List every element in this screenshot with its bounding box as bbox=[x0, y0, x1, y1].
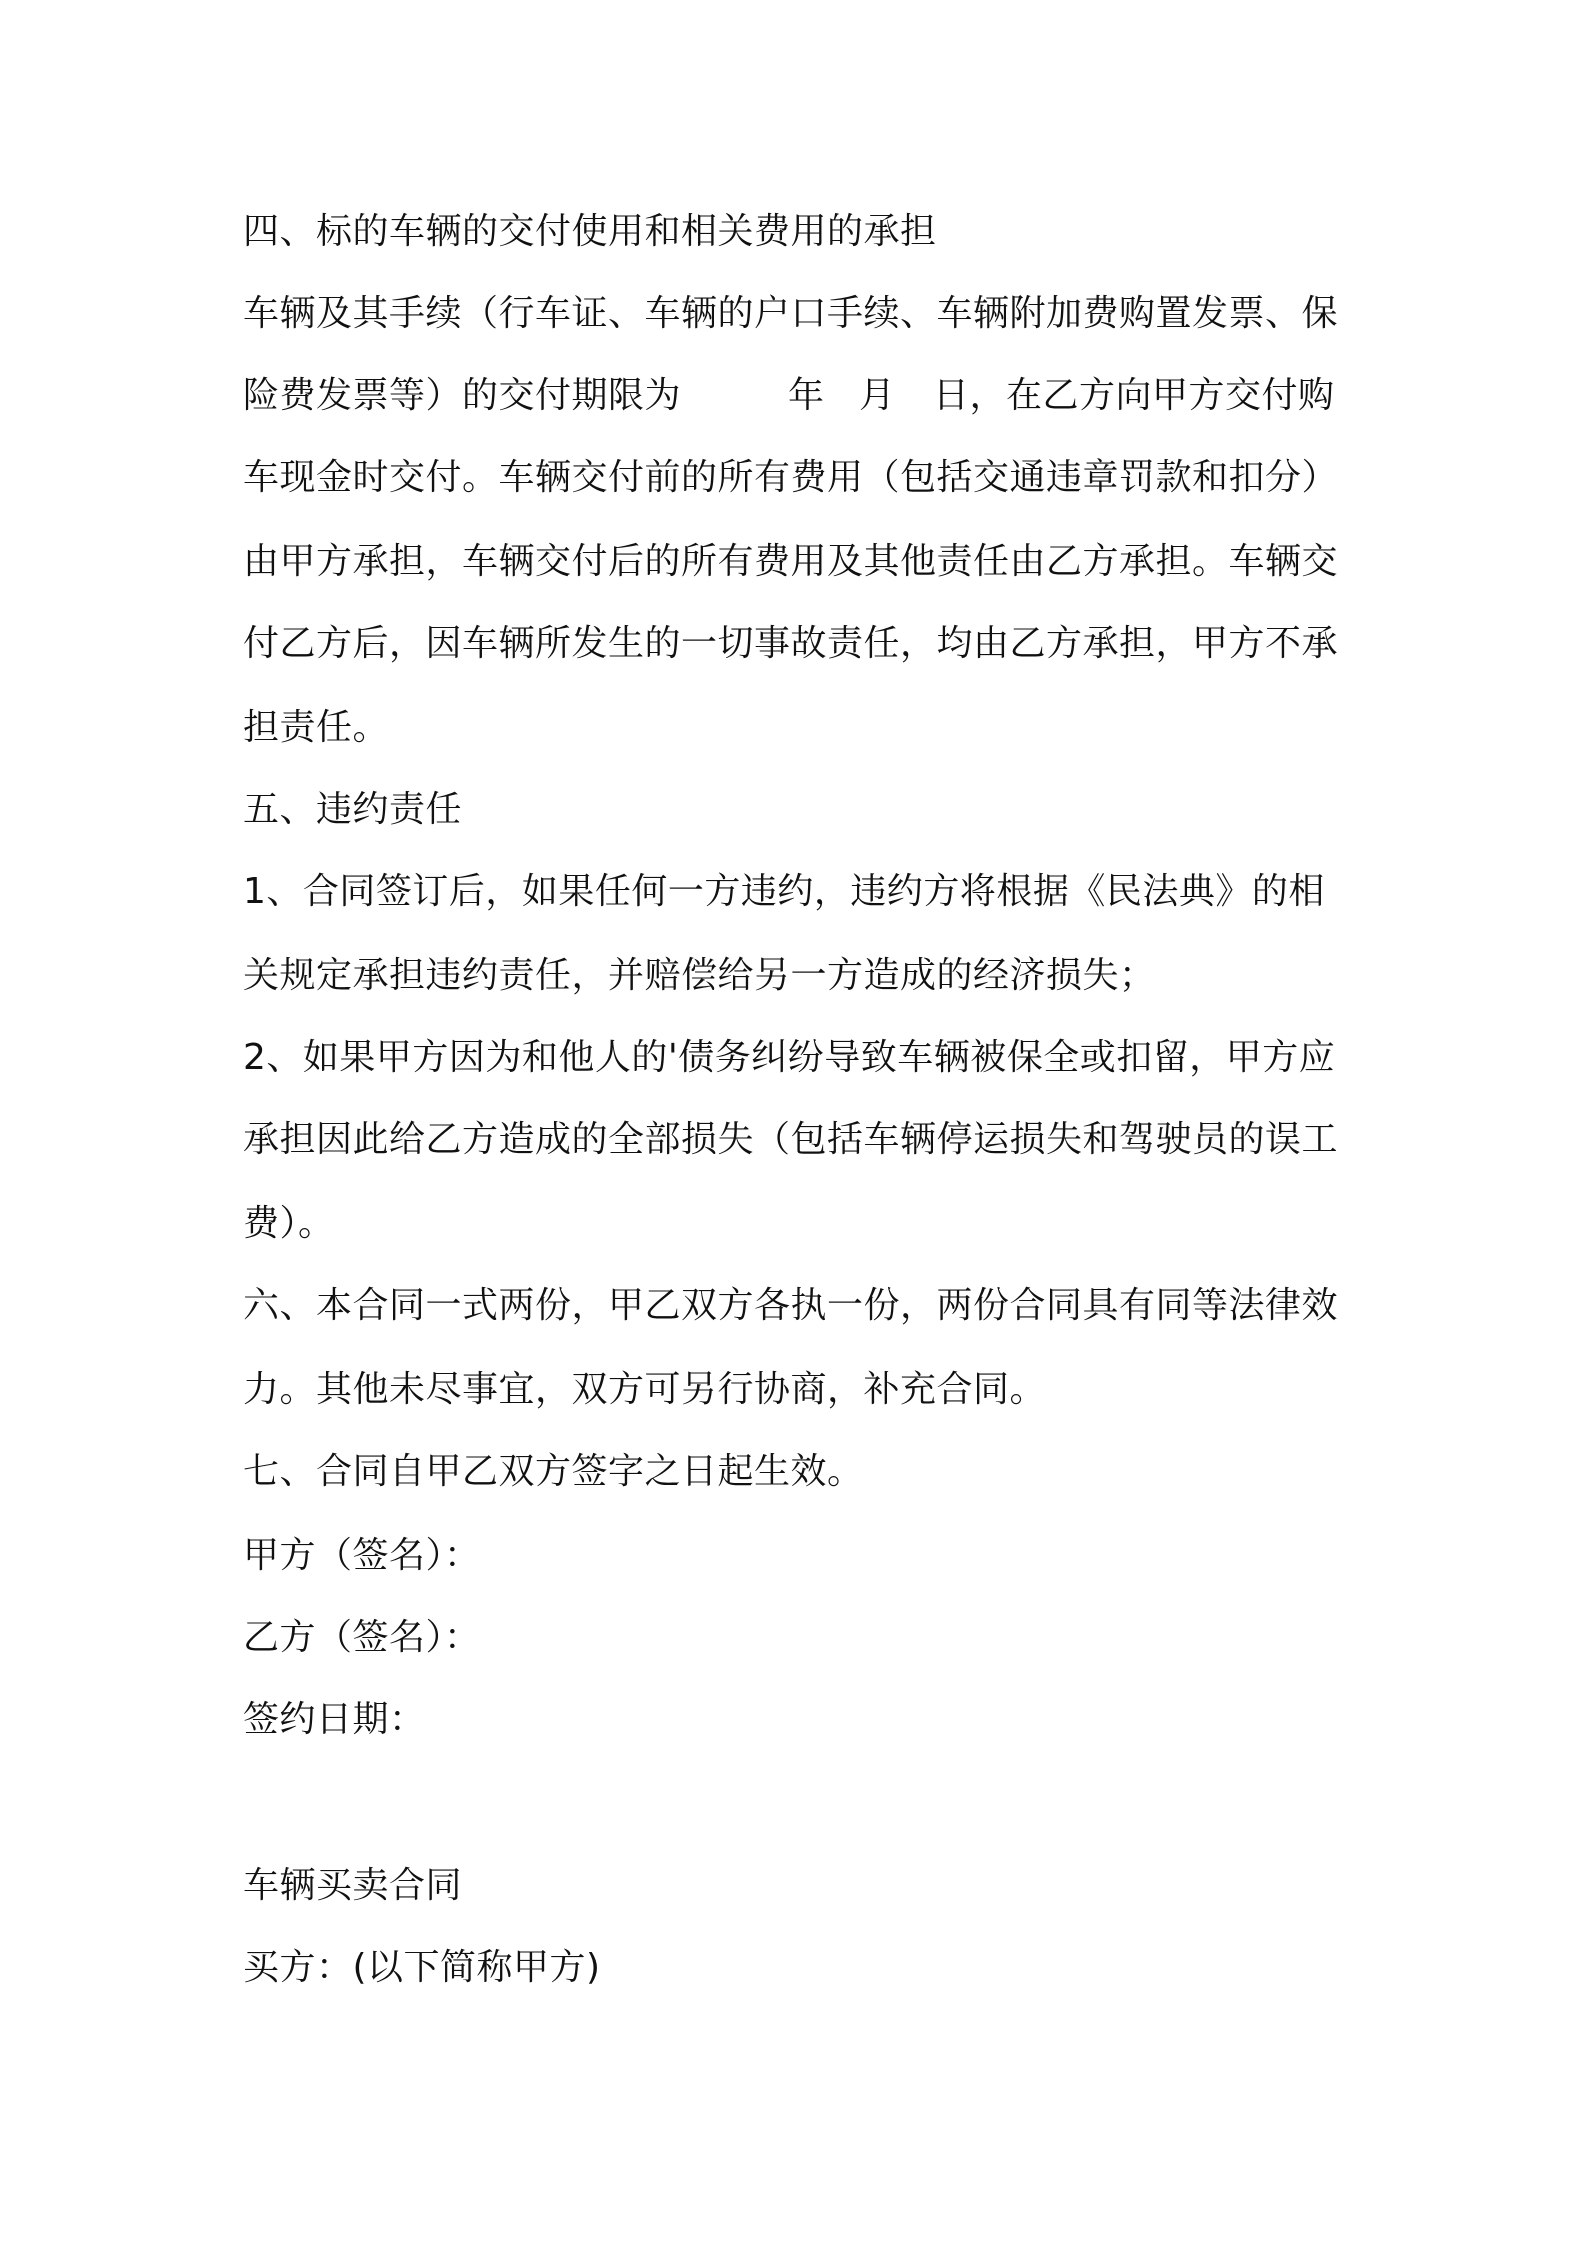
paragraph-line: 车现金时交付。车辆交付前的所有费用（包括交通违章罚款和扣分） bbox=[243, 457, 1339, 498]
section4-heading: 四、标的车辆的交付使用和相关费用的承担 bbox=[243, 211, 937, 252]
buyer-line: 买方：(以下简称甲方) bbox=[243, 1947, 601, 1988]
paragraph-line: 关规定承担违约责任，并赔偿给另一方造成的经济损失； bbox=[243, 955, 1156, 996]
paragraph-line: 担责任。 bbox=[243, 707, 390, 748]
paragraph-line: 由甲方承担，车辆交付后的所有费用及其他责任由乙方承担。车辆交 bbox=[243, 541, 1339, 582]
delivery-deadline-text: 险费发票等）的交付期限为 bbox=[243, 375, 682, 416]
date-day-label: 日，在乙方向甲方交付购 bbox=[933, 375, 1335, 416]
paragraph-line: 承担因此给乙方造成的全部损失（包括车辆停运损失和驾驶员的误工 bbox=[243, 1119, 1339, 1160]
contract-title: 车辆买卖合同 bbox=[243, 1865, 463, 1906]
party-b-signature-label: 乙方（签名）： bbox=[243, 1617, 481, 1658]
section5-heading: 五、违约责任 bbox=[243, 789, 463, 830]
section7-line: 七、合同自甲乙双方签字之日起生效。 bbox=[243, 1451, 864, 1492]
paragraph-line: 付乙方后，因车辆所发生的一切事故责任，均由乙方承担，甲方不承 bbox=[243, 623, 1339, 664]
paragraph-line: 六、本合同一式两份，甲乙双方各执一份，两份合同具有同等法律效 bbox=[243, 1285, 1339, 1326]
date-month-label: 月 bbox=[859, 375, 896, 416]
paragraph-line-with-date bbox=[243, 374, 1357, 418]
paragraph-line: 2、如果甲方因为和他人的'债务纠纷导致车辆被保全或扣留，甲方应 bbox=[243, 1037, 1336, 1078]
party-a-signature-label: 甲方（签名）： bbox=[243, 1535, 481, 1576]
paragraph-line: 1、合同签订后，如果任何一方违约，违约方将根据《民法典》的相 bbox=[243, 871, 1325, 912]
signing-date-label: 签约日期： bbox=[243, 1699, 426, 1740]
paragraph-line: 力。其他未尽事宜，双方可另行协商，补充合同。 bbox=[243, 1369, 1047, 1410]
paragraph-line: 车辆及其手续（行车证、车辆的户口手续、车辆附加费购置发票、保 bbox=[243, 293, 1339, 334]
paragraph-line: 费）。 bbox=[243, 1203, 335, 1244]
date-year-label: 年 bbox=[788, 375, 825, 416]
